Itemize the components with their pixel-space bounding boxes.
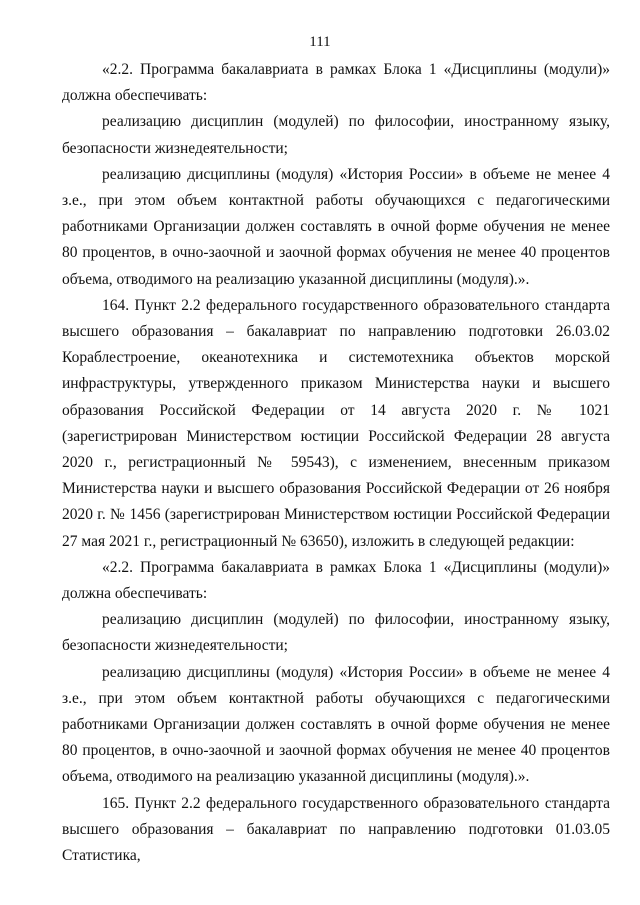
paragraph-history-russia-2: реализацию дисциплины (модуля) «История России» в объеме не менее 4 з.е., при этом объем контактной работы обучающихся с педагогическими работниками Организации должен составлять в очной форме обучения не менее 80 процентов, в очно-заочной и заочной формах обучения не менее 40 процентов объема, отводимого на реализацию указанной дисциплины (модуля).». [62, 663, 610, 786]
paragraph-disciplines: реализацию дисциплин (модулей) по философии, иностранному языку, безопасности жизнедеятельности; [62, 113, 610, 157]
paragraph-item-164: 164. Пункт 2.2 федерального государственного образовательного стандарта высшего образования – бакалавриат по направлению подготовки 26.03.02 Кораблестроение, океанотехника и системотехника объектов морской инфраструктуры, утвержденного приказом Министерства науки и высшего образования Российской Федерации от 14 августа 2020 г. № 1021 (зарегистрирован Министерством юстиции Российской Федерации 28 августа 2020 г., регистрационный № 59543), с изменением, внесенным приказом Министерства науки и высшего образования Российской Федерации от 26 ноября 2020 г. № 1456 (зарегистрирован Министерством юстиции Российской Федерации 27 мая 2021 г., регистрационный № 63650), изложить в следующей редакции: [62, 296, 610, 550]
paragraph-program-intro-2: «2.2. Программа бакалавриата в рамках Блока 1 «Дисциплины (модули)» должна обеспечивать: [62, 558, 610, 603]
document-body [62, 57, 610, 869]
paragraph-program-intro: «2.2. Программа бакалавриата в рамках Блока 1 «Дисциплины (модули)» должна обеспечивать: [62, 61, 610, 105]
paragraph-disciplines-2: реализацию дисциплин (модулей) по философии, иностранному языку, безопасности жизнедеятельности; [62, 611, 610, 655]
paragraph-item-165: 165. Пункт 2.2 федерального государственного образовательного стандарта высшего образования – бакалавриат по направлению подготовки 01.03.05 Статистика, [62, 794, 610, 865]
paragraph-history-russia: реализацию дисциплины (модуля) «История России» в объеме не менее 4 з.е., при этом объем контактной работы обучающихся с педагогическими работниками Организации должен составлять в очной форме обучения не менее 80 процентов, в очно-заочной и заочной формах обучения не менее 40 процентов объема, отводимого на реализацию указанной дисциплины (модуля).». [62, 165, 610, 288]
page-number: 111 [309, 34, 331, 50]
